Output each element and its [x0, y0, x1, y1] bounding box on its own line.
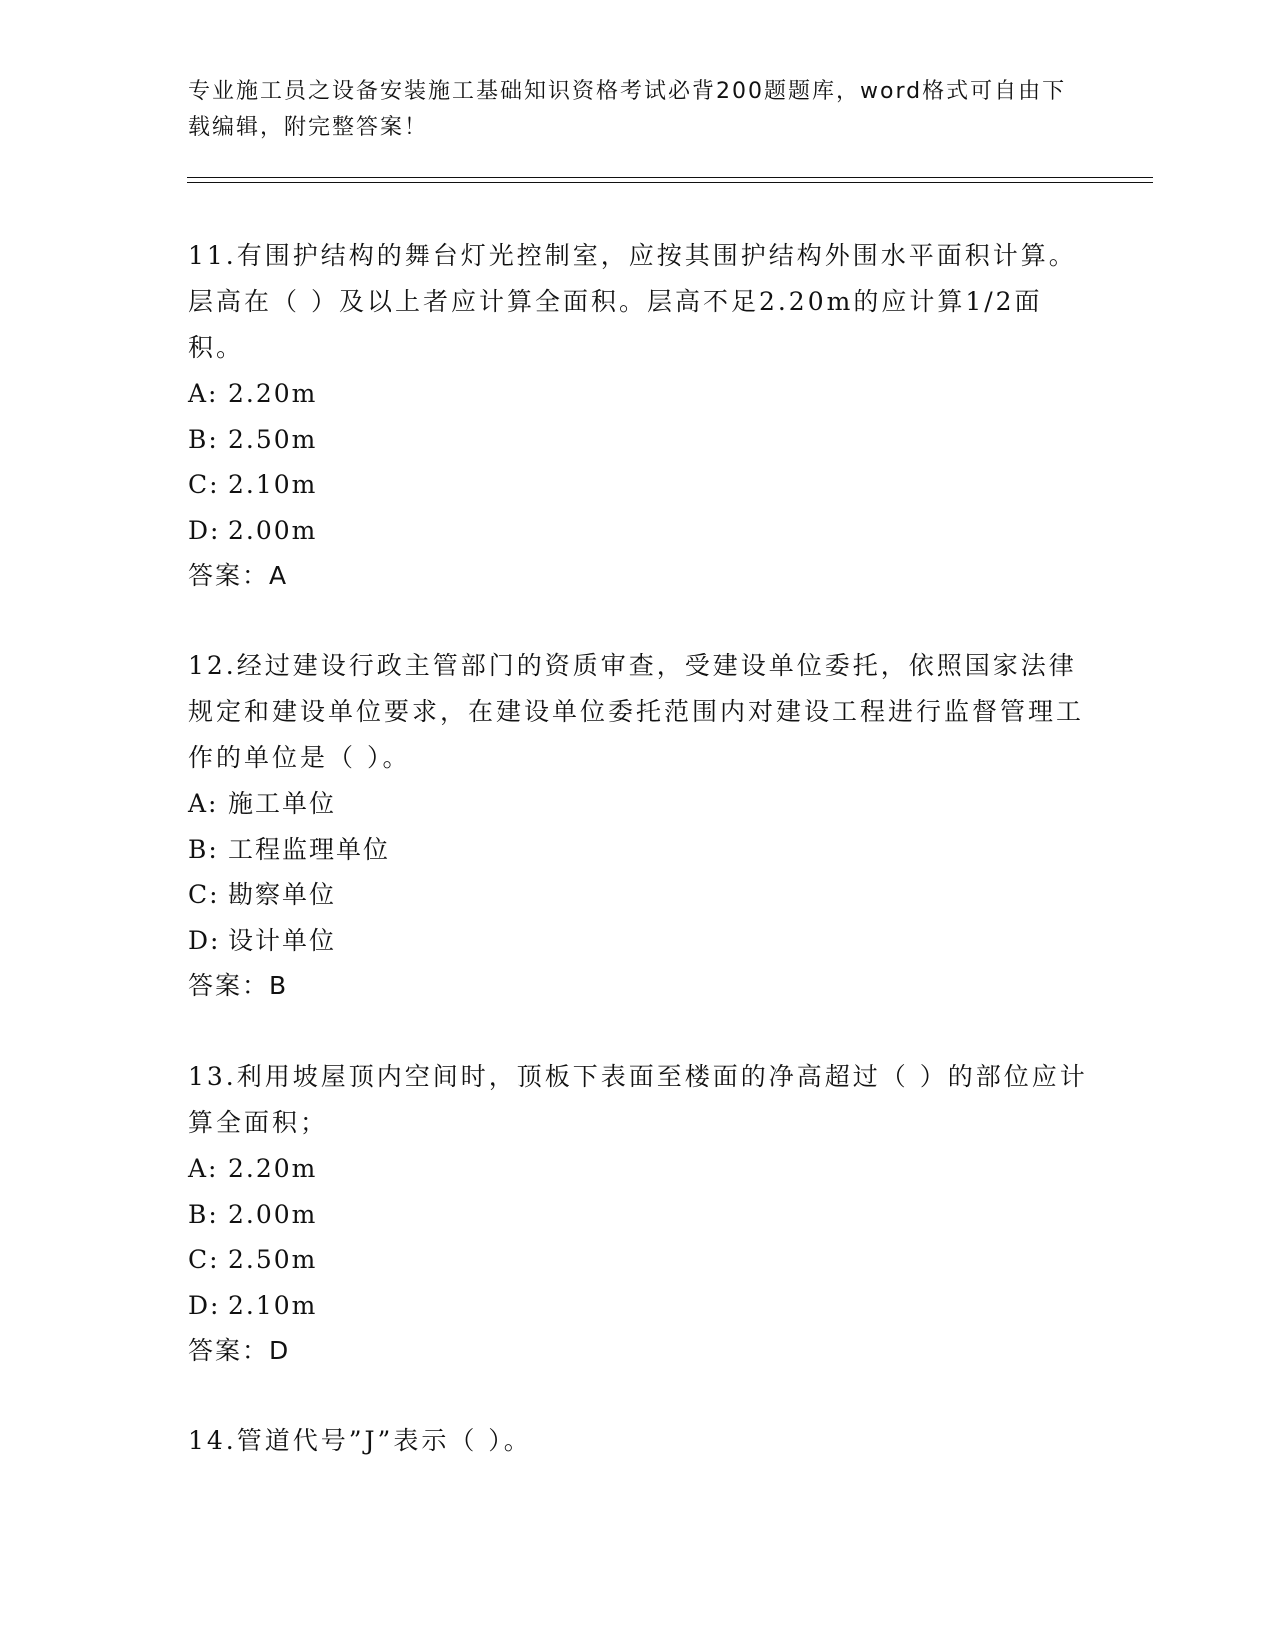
option-b	[188, 417, 1088, 463]
option-a	[188, 1146, 1088, 1192]
option-b	[188, 1192, 1088, 1238]
question-stem: 12.经过建设行政主管部门的资质审查，受建设单位委托，依照国家法律规定和建设单位要求，在建设单位委托范围内对建设工程进行监督管理工作的单位是（ ）。	[188, 651, 1085, 772]
option-key: B:	[188, 424, 219, 454]
option-c	[188, 462, 1088, 508]
option-key: D:	[188, 1290, 221, 1320]
question-13	[188, 1054, 1088, 1374]
option-text: 设计单位	[228, 925, 337, 955]
option-key: B:	[188, 1199, 219, 1229]
header-divider-bottom	[187, 182, 1153, 183]
option-text: 2.00m	[228, 1199, 318, 1229]
option-key: B:	[188, 834, 219, 864]
option-a	[188, 371, 1088, 417]
option-text: 2.20m	[228, 379, 318, 408]
option-key: C:	[188, 880, 220, 909]
option-key: A:	[188, 379, 219, 408]
option-key: D:	[188, 515, 221, 545]
option-b	[188, 827, 1088, 873]
option-text: 2.10m	[228, 1290, 318, 1320]
option-d	[188, 1283, 1088, 1329]
header-divider-top	[187, 177, 1153, 178]
question-14	[188, 1418, 1088, 1464]
option-key: C:	[188, 470, 220, 499]
option-d	[188, 918, 1088, 964]
option-key: A:	[188, 1154, 219, 1183]
option-c	[188, 872, 1088, 918]
option-text: 2.20m	[228, 1154, 318, 1183]
document-header: 专业施工员之设备安装施工基础知识资格考试必背200题题库，word格式可自由下载编辑，附完整答案！	[188, 79, 1067, 140]
option-text: 2.50m	[228, 424, 318, 454]
option-text: 勘察单位	[228, 880, 337, 909]
option-key: C:	[188, 1245, 220, 1274]
answer-line: 答案：B	[188, 971, 289, 1000]
question-stem: 14.管道代号”J”表示（ ）。	[188, 1426, 532, 1455]
option-text: 2.50m	[228, 1245, 318, 1274]
question-stem: 11.有围护结构的舞台灯光控制室，应按其围护结构外围水平面积计算。层高在（ ）及以上者应计算全面积。层高不足2.20m的应计算1/2面积。	[188, 241, 1077, 362]
option-a	[188, 781, 1088, 827]
option-key: D:	[188, 925, 221, 955]
answer-line: 答案：D	[188, 1336, 291, 1365]
option-c	[188, 1237, 1088, 1283]
option-text: 施工单位	[228, 789, 337, 818]
option-text: 2.10m	[228, 470, 318, 499]
option-text: 2.00m	[228, 515, 318, 545]
option-d	[188, 508, 1088, 554]
answer-line: 答案：A	[188, 561, 289, 590]
question-11	[188, 233, 1088, 599]
question-12	[188, 643, 1088, 1009]
option-key: A:	[188, 789, 219, 818]
question-stem: 13.利用坡屋顶内空间时，顶板下表面至楼面的净高超过（ ）的部位应计算全面积；	[188, 1062, 1088, 1137]
option-text: 工程监理单位	[228, 834, 391, 864]
